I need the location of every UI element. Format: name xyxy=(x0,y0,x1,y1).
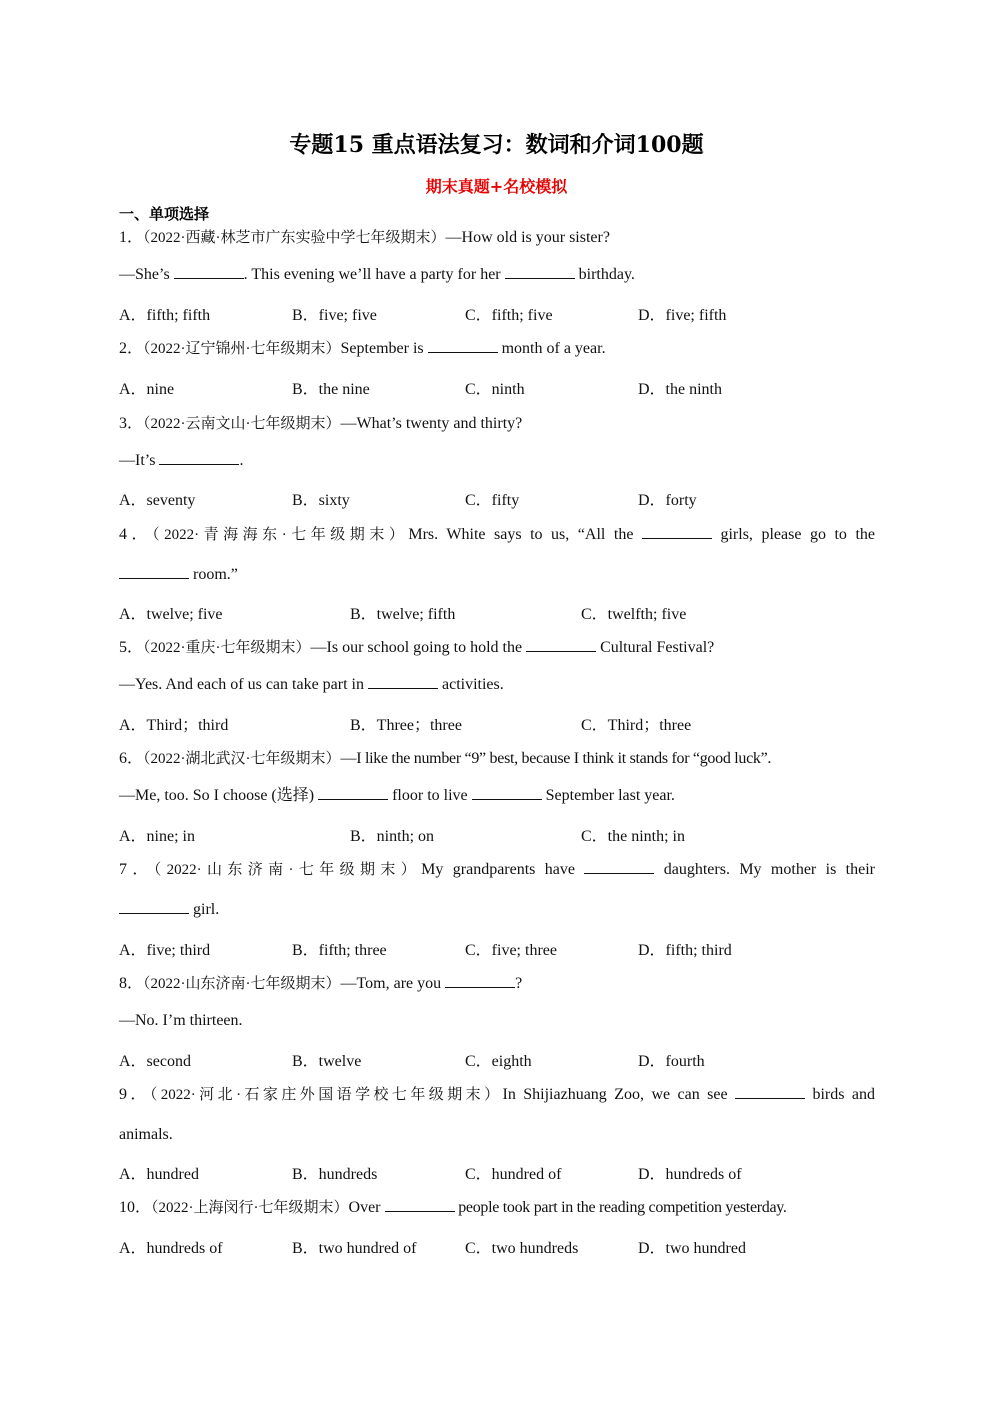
question-number: 4． xyxy=(119,526,153,543)
question-9-line-2 xyxy=(119,1124,173,1146)
question-number: 8． xyxy=(119,975,144,992)
question-1-stem xyxy=(119,227,610,249)
question-text: daughters. My mother is their xyxy=(654,861,876,878)
option-a[interactable]: A．seventy xyxy=(119,492,196,509)
question-text: —Me, too. So I choose (选择) xyxy=(119,787,319,804)
answer-blank xyxy=(735,1084,805,1099)
question-text: . xyxy=(239,452,244,469)
question-source: （2022·湖北武汉·七年级期末） xyxy=(143,751,341,767)
question-text: Mrs. White says to us, “All the xyxy=(408,526,642,543)
question-text: . This evening we’ll have a party for her xyxy=(243,266,505,283)
option-b[interactable]: B．the nine xyxy=(292,381,370,398)
question-text: —What’s twenty and thirty? xyxy=(340,415,523,432)
question-2-stem xyxy=(119,338,606,360)
option-b[interactable]: B．fifth; three xyxy=(292,942,387,959)
option-d[interactable]: D．two hundred xyxy=(638,1240,746,1257)
option-d[interactable]: D．five; fifth xyxy=(638,307,727,324)
option-c[interactable]: C．the ninth; in xyxy=(581,828,686,845)
question-number: 5． xyxy=(119,639,144,656)
question-text: —Yes. And each of us can take part in xyxy=(119,676,368,693)
question-text: —It’s xyxy=(119,452,160,469)
question-source: （2022·重庆·七年级期末） xyxy=(143,640,311,656)
option-a[interactable]: A．fifth; fifth xyxy=(119,307,211,324)
question-1-line-2 xyxy=(119,264,635,286)
option-d[interactable]: D．forty xyxy=(638,492,697,509)
question-text: Cultural Festival? xyxy=(596,639,715,656)
option-a[interactable]: A．nine xyxy=(119,381,175,398)
page-title: 专题15 重点语法复习：数词和介词100题 xyxy=(289,132,704,158)
question-source: （2022·西藏·林芝市广东实验中学七年级期末） xyxy=(143,230,446,246)
question-number: 10． xyxy=(119,1199,152,1216)
question-number: 2． xyxy=(119,340,144,357)
question-text: In Shijiazhuang Zoo, we can see xyxy=(502,1086,736,1103)
answer-blank xyxy=(642,524,712,539)
question-8-stem xyxy=(119,973,522,995)
option-a[interactable]: A．hundred xyxy=(119,1166,199,1183)
question-text: month of a year. xyxy=(497,340,606,357)
option-b[interactable]: B．two hundred of xyxy=(292,1240,417,1257)
question-4-stem xyxy=(119,524,875,546)
option-d[interactable]: D．fifth; third xyxy=(638,942,732,959)
question-number: 1． xyxy=(119,229,144,246)
question-number: 7． xyxy=(119,861,154,878)
option-c[interactable]: C．hundred of xyxy=(465,1166,562,1183)
option-d[interactable]: D．the ninth xyxy=(638,381,722,398)
question-text: —Is our school going to hold the xyxy=(310,639,527,656)
answer-blank xyxy=(119,899,189,914)
question-text: people took part in the reading competition yesterday. xyxy=(454,1199,787,1216)
question-text: activities. xyxy=(437,676,504,693)
question-text: September is xyxy=(340,340,428,357)
option-a[interactable]: A．second xyxy=(119,1053,191,1070)
option-d[interactable]: D．fourth xyxy=(638,1053,705,1070)
option-a[interactable]: A．nine; in xyxy=(119,828,195,845)
question-text: ? xyxy=(515,975,523,992)
question-source: （2022·山东济南·七年级期末） xyxy=(143,976,341,992)
option-a[interactable]: A．twelve; five xyxy=(119,606,223,623)
question-text: —She’s xyxy=(119,266,174,283)
question-text: birds and xyxy=(805,1086,875,1103)
question-5-line-2 xyxy=(119,674,504,696)
answer-blank xyxy=(584,859,654,874)
question-4-line-2 xyxy=(119,564,238,586)
question-text: birthday. xyxy=(574,266,635,283)
question-text: —I like the number “9” best, because I think it stands for “good luck”. xyxy=(340,750,772,767)
question-3-stem xyxy=(119,413,522,435)
question-source: （2022·辽宁锦州·七年级期末） xyxy=(143,341,341,357)
option-c[interactable]: C．Third；three xyxy=(581,717,692,734)
option-c[interactable]: C．five; three xyxy=(465,942,557,959)
option-b[interactable]: B．hundreds xyxy=(292,1166,378,1183)
question-3-line-2 xyxy=(119,450,243,472)
answer-blank xyxy=(526,637,596,652)
question-text: My grandparents have xyxy=(421,861,585,878)
option-a[interactable]: A．hundreds of xyxy=(119,1240,223,1257)
question-5-stem xyxy=(119,637,714,659)
answer-blank xyxy=(445,973,515,988)
option-b[interactable]: B．twelve xyxy=(292,1053,362,1070)
question-source: （2022·云南文山·七年级期末） xyxy=(143,416,341,432)
question-number: 6． xyxy=(119,750,144,767)
option-c[interactable]: C．twelfth; five xyxy=(581,606,687,623)
option-c[interactable]: C．two hundreds xyxy=(465,1240,579,1257)
question-text: girl. xyxy=(189,901,220,918)
answer-blank xyxy=(428,338,498,353)
answer-blank xyxy=(119,564,189,579)
question-text: —Tom, are you xyxy=(340,975,446,992)
page-subtitle: 期末真题+名校模拟 xyxy=(425,177,568,196)
question-6-stem xyxy=(119,748,771,770)
answer-blank xyxy=(385,1197,455,1212)
question-10-stem xyxy=(119,1197,787,1219)
option-c[interactable]: C．eighth xyxy=(465,1053,532,1070)
question-source: （2022·山东济南·七年级期末） xyxy=(153,862,422,878)
option-b[interactable]: B．sixty xyxy=(292,492,350,509)
question-source: （2022·河北·石家庄外国语学校七年级期末） xyxy=(149,1087,503,1103)
option-a[interactable]: A．Third；third xyxy=(119,717,229,734)
question-text: floor to live xyxy=(388,787,472,804)
question-number: 3． xyxy=(119,415,144,432)
question-source: （2022·青海海东·七年级期末） xyxy=(152,527,409,543)
option-a[interactable]: A．five; third xyxy=(119,942,211,959)
option-b[interactable]: B．Three；three xyxy=(350,717,462,734)
question-text: Over xyxy=(348,1199,385,1216)
question-7-line-2 xyxy=(119,899,219,921)
question-8-line-2 xyxy=(119,1010,243,1032)
question-6-line-2 xyxy=(119,785,675,807)
answer-blank xyxy=(505,264,575,279)
question-text: animals. xyxy=(119,1126,173,1143)
answer-blank xyxy=(174,264,244,279)
question-7-stem xyxy=(119,859,875,881)
question-9-stem xyxy=(119,1084,875,1106)
option-c[interactable]: C．fifty xyxy=(465,492,520,509)
question-text: —No. I’m thirteen. xyxy=(119,1012,243,1029)
option-c[interactable]: C．ninth xyxy=(465,381,525,398)
option-b[interactable]: B．five; five xyxy=(292,307,377,324)
option-d[interactable]: D．hundreds of xyxy=(638,1166,742,1183)
question-text: girls, please go to the xyxy=(711,526,875,543)
option-b[interactable]: B．twelve; fifth xyxy=(350,606,456,623)
answer-blank xyxy=(472,785,542,800)
answer-blank xyxy=(318,785,388,800)
answer-blank xyxy=(368,674,438,689)
question-number: 9． xyxy=(119,1086,150,1103)
answer-blank xyxy=(159,450,239,465)
question-text: September last year. xyxy=(541,787,675,804)
option-b[interactable]: B．ninth; on xyxy=(350,828,435,845)
option-c[interactable]: C．fifth; five xyxy=(465,307,553,324)
question-source: （2022·上海闵行·七年级期末） xyxy=(151,1200,349,1216)
question-text: room.” xyxy=(189,566,238,583)
question-text: —How old is your sister? xyxy=(445,229,610,246)
section-heading: 一、单项选择 xyxy=(119,205,210,223)
